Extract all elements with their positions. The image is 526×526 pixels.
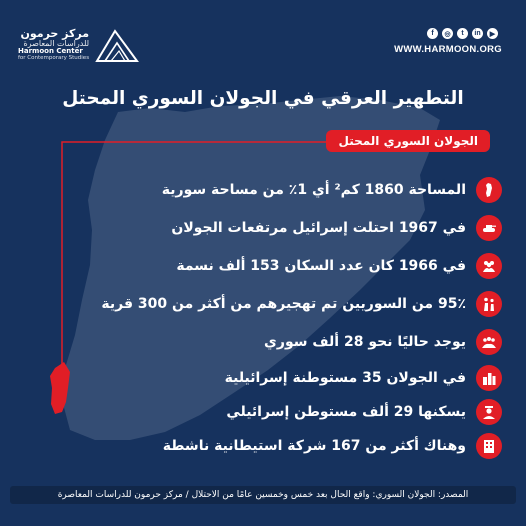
company-building-icon [476, 433, 502, 459]
fact-row [32, 214, 502, 242]
fact-text: يسكنها 29 ألف مستوطن إسرائيلي [226, 404, 466, 420]
map-region-icon [476, 177, 502, 203]
golan-badge: الجولان السوري المحتل [326, 130, 490, 152]
fact-text: في الجولان 35 مستوطنة إسرائيلية [224, 370, 466, 386]
fact-text: المساحة 1860 كم² أي 1٪ من مساحة سورية [161, 182, 466, 198]
logo-english-name: Harmoon Center [18, 47, 83, 56]
fact-text: 95٪ من السوريين تم تهجيرهم من أكثر من 300 قرية [101, 296, 466, 312]
fact-text: يوجد حاليًا نحو 28 ألف سوري [264, 334, 466, 350]
facebook-icon[interactable]: f [427, 28, 438, 39]
fact-row [32, 290, 502, 318]
settler-icon [476, 399, 502, 425]
fact-row [32, 176, 502, 204]
linkedin-icon[interactable]: in [472, 28, 483, 39]
fact-text: في 1966 كان عدد السكان 153 ألف نسمة [176, 258, 466, 274]
tank-icon [476, 215, 502, 241]
fact-row [32, 328, 502, 356]
instagram-icon[interactable]: ◎ [442, 28, 453, 39]
fact-row [32, 398, 502, 426]
fact-row [32, 364, 502, 392]
settlement-buildings-icon [476, 365, 502, 391]
page-title: التطهير العرقي في الجولان السوري المحتل [62, 88, 464, 109]
people-group-icon [476, 253, 502, 279]
crowd-icon [476, 329, 502, 355]
logo-arabic-subtitle: للدراسات المعاصرة [23, 39, 90, 49]
fact-row [32, 252, 502, 280]
displaced-people-icon [476, 291, 502, 317]
fact-row [32, 432, 502, 460]
youtube-icon[interactable]: ▶ [487, 28, 498, 39]
fact-text: وهناك أكثر من 167 شركة استيطانية ناشطة [162, 438, 466, 454]
website-link[interactable]: WWW.HARMOON.ORG [394, 44, 502, 55]
logo-arabic-name: مركز حرمون [20, 27, 90, 41]
twitter-icon[interactable]: t [457, 28, 468, 39]
logo-english-subtitle: for Contemporary Studies [18, 54, 90, 61]
source-footer: المصدر: الجولان السوري: واقع الحال بعد خمس وخمسين عامًا من الاحتلال / مركز حرمون للدراسات المعاصرة [10, 486, 516, 504]
fact-text: في 1967 احتلت إسرائيل مرتفعات الجولان [171, 220, 466, 236]
